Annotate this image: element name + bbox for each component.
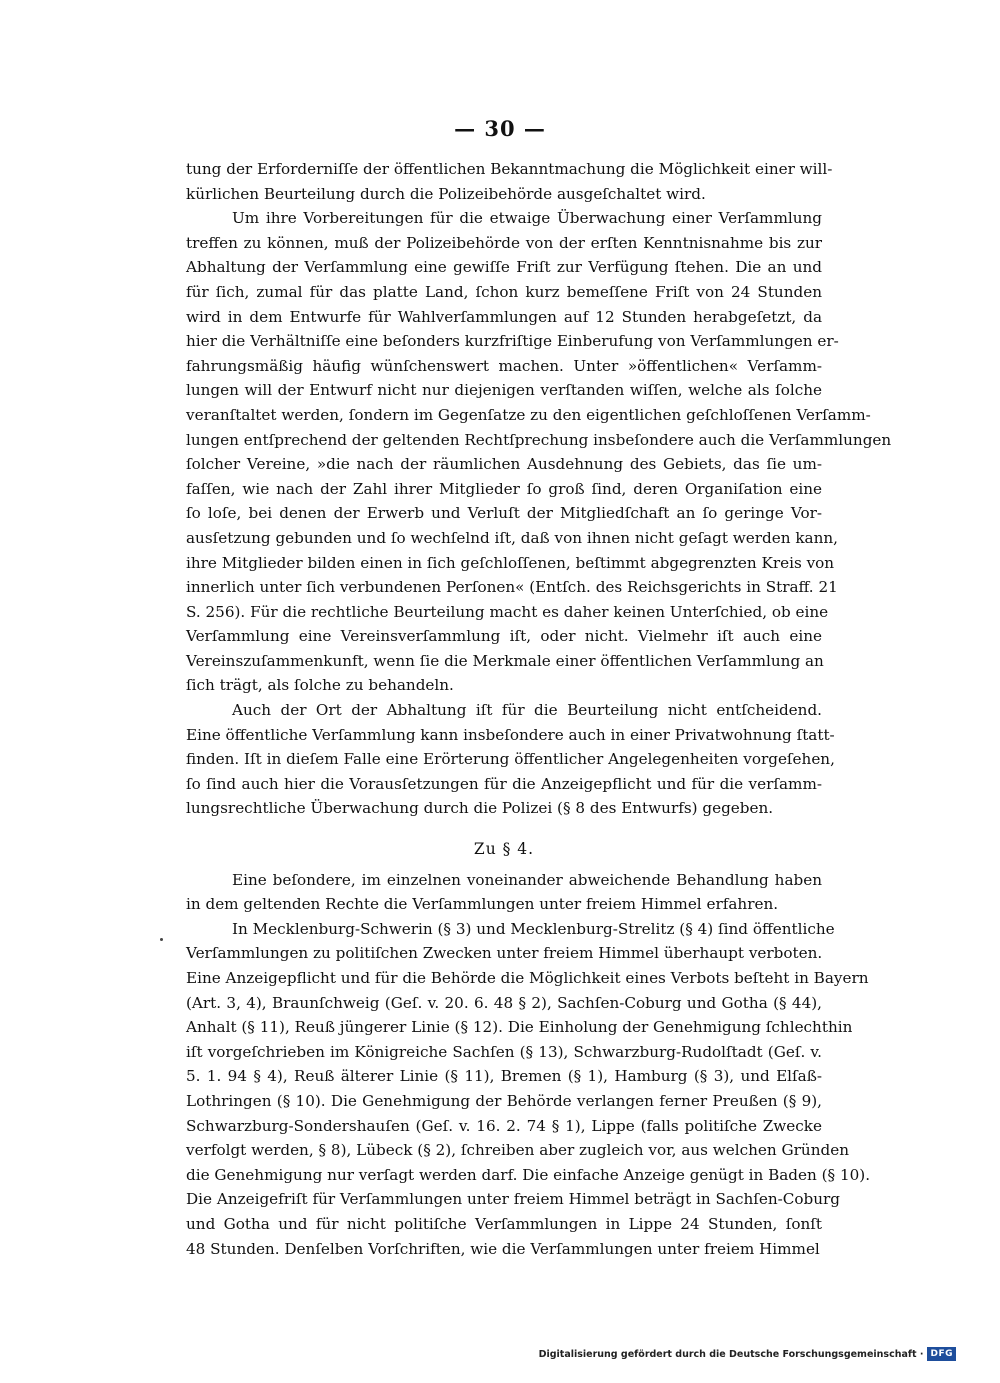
text-line: In Mecklenburg-Schwerin (§ 3) und Mecklenburg-Strelitz (§ 4) ſind öffentliche [232, 919, 835, 938]
text-line: 5. 1. 94 § 4), Reuß älterer Linie (§ 11), Bremen (§ 1), Hamburg (§ 3), und Elſaß- [186, 1067, 822, 1086]
text-line: iſt vorgeſchrieben im Königreiche Sachſen (§ 13), Schwarzburg-Rudolſtadt (Geſ. v. [186, 1042, 822, 1061]
text-line: lungen will der Entwurf nicht nur diejenigen verſtanden wiſſen, welche als ſolche [186, 381, 822, 400]
text-line: innerlich unter ſich verbundenen Perſonen« (Entſch. des Reichsgerichts in Straff. 21 [186, 578, 838, 597]
text-line: ſo ſind auch hier die Vorausſetzungen für die Anzeigepflicht und für die verſamm- [186, 774, 822, 793]
paragraph [186, 206, 892, 698]
paragraph [186, 157, 833, 206]
dfg-logo: DFG [927, 1347, 956, 1361]
text-line: ſolcher Vereine, »die nach der räumlichen Ausdehnung des Gebiets, das ſie um- [186, 455, 822, 474]
text-line: Schwarzburg-Sondershauſen (Geſ. v. 16. 2. 74 § 1), Lippe (falls politiſche Zwecke [186, 1116, 822, 1135]
text-line: die Genehmigung nur verſagt werden darf. Die einfache Anzeige genügt in Baden (§ 10). [186, 1165, 871, 1184]
text-line: ausſetzung gebunden und ſo wechſelnd iſt, daß von ihnen nicht geſagt werden kann, [186, 528, 838, 547]
text-line: für ſich, zumal für das platte Land, ſchon kurz bemeſſene Friſt von 24 Stunden [186, 282, 822, 301]
text-line: (Art. 3, 4), Braunſchweig (Geſ. v. 20. 6. 48 § 2), Sachſen-Coburg und Gotha (§ 44), [186, 993, 822, 1012]
text-line: Um ihre Vorbereitungen für die etwaige Überwachung einer Verſammlung [232, 209, 822, 228]
section-heading: Zu § 4. [473, 840, 535, 859]
paragraph [186, 917, 871, 1261]
text-line: Eine öffentliche Verſammlung kann insbeſondere auch in einer Privatwohnung ſtatt- [186, 725, 835, 744]
paragraph [186, 698, 835, 821]
text-line: ihre Mitglieder bilden einen in ſich geſchloſſenen, beſtimmt abgegrenzten Kreis von [186, 553, 835, 572]
footer [539, 1347, 956, 1361]
body-text [186, 157, 892, 1261]
text-line: lungsrechtliche Überwachung durch die Polizei (§ 8 des Entwurfs) gegeben. [186, 799, 774, 818]
text-line: verfolgt werden, § 8), Lübeck (§ 2), ſchreiben aber zugleich vor, aus welchen Gründen [186, 1141, 849, 1160]
paragraph [186, 868, 822, 917]
footer-credit: Digitalisierung gefördert durch die Deutsche Forschungsgemeinschaft · [538, 1348, 924, 1360]
text-line: in dem geltenden Rechte die Verſammlungen unter freiem Himmel erfahren. [186, 895, 779, 914]
margin-mark [160, 938, 163, 941]
text-line: tung der Erforderniſſe der öffentlichen Bekanntmachung die Möglichkeit einer will- [186, 160, 833, 178]
text-line: Abhaltung der Verſammlung eine gewiſſe Friſt zur Verfügung ſtehen. Die an und [186, 258, 822, 277]
text-line: finden. Iſt in dieſem Falle eine Erörterung öffentlicher Angelegenheiten vorgeſehen, [186, 750, 835, 769]
text-line: faſſen, wie nach der Zahl ihrer Mitglieder ſo groß ſind, deren Organiſation eine [186, 479, 822, 498]
text-line: ſo loſe, bei denen der Erwerb und Verluſt der Mitgliedſchaft an ſo geringe Vor- [186, 504, 822, 523]
text-line: Die Anzeigefriſt für Verſammlungen unter freiem Himmel beträgt in Sachſen-Coburg [186, 1190, 841, 1209]
text-line: kürlichen Beurteilung durch die Polizeibehörde ausgeſchaltet wird. [186, 184, 706, 203]
page-number: — 30 — [454, 116, 546, 141]
text-line: Verſammlungen zu politiſchen Zwecken unter freiem Himmel überhaupt verboten. [186, 944, 823, 963]
text-line: 48 Stunden. Denſelben Vorſchriften, wie die Verſammlungen unter freiem Himmel [186, 1239, 820, 1258]
text-line: veranſtaltet werden, ſondern im Gegenſatze zu den eigentlichen geſchloſſenen Verſamm- [186, 405, 871, 424]
text-line: S. 256). Für die rechtliche Beurteilung macht es daher keinen Unterſchied, ob eine [186, 602, 829, 621]
text-line: und Gotha und für nicht politiſche Verſammlungen in Lippe 24 Stunden, ſonſt [186, 1214, 822, 1233]
text-line: Eine beſondere, im einzelnen voneinander abweichende Behandlung haben [232, 870, 822, 889]
text-line: treffen zu können, muß der Polizeibehörde von der erſten Kenntnisnahme bis zur [186, 233, 822, 252]
text-line: Verſammlung eine Vereinsverſammlung iſt, oder nicht. Vielmehr iſt auch eine [186, 627, 822, 646]
text-line: wird in dem Entwurfe für Wahlverſammlungen auf 12 Stunden herabgeſetzt, da [186, 307, 822, 326]
text-line: fahrungsmäßig häufig wünſchenswert machen. Unter »öffentlichen« Verſamm- [186, 356, 822, 375]
text-line: Eine Anzeigepflicht und für die Behörde die Möglichkeit eines Verbots beſteht in Bayern [186, 969, 869, 987]
text-line: lungen entſprechend der geltenden Rechtſprechung insbeſondere auch die Verſammlungen [186, 430, 892, 449]
text-line: Auch der Ort der Abhaltung iſt für die Beurteilung nicht entſcheidend. [232, 701, 822, 720]
text-line: ſich trägt, als ſolche zu behandeln. [186, 676, 454, 695]
text-line: Anhalt (§ 11), Reuß jüngerer Linie (§ 12). Die Einholung der Genehmigung ſchlechthin [186, 1018, 853, 1037]
text-line: Vereinszuſammenkunft, wenn ſie die Merkmale einer öffentlichen Verſammlung an [186, 651, 824, 670]
text-line: Lothringen (§ 10). Die Genehmigung der Behörde verlangen ferner Preußen (§ 9), [186, 1091, 822, 1110]
text-line: hier die Verhältniſſe eine beſonders kurzfriſtige Einberufung von Verſammlungen er- [186, 332, 839, 351]
